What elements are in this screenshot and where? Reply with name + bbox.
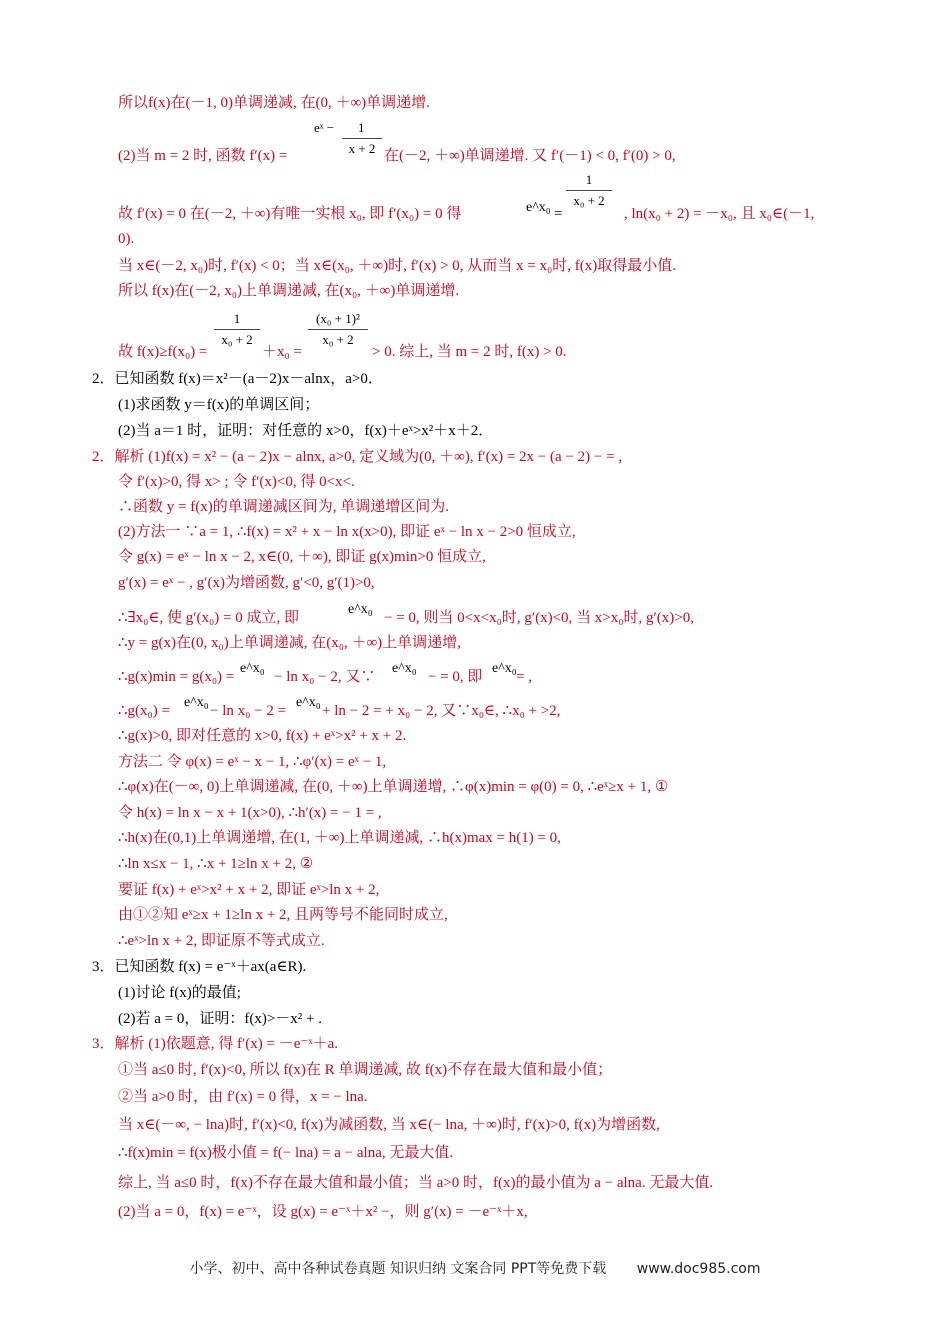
question-2: 2．已知函数 f(x)＝x²－(a－2)x－alnx，a>0． xyxy=(92,371,383,387)
solution-2-line5: 令 g(x) = eˣ − ln x − 2, x∈(0, ＋∞), 即证 g(x)min>0 恒成立, xyxy=(118,549,486,565)
question-3-part2: (2)若 a = 0，证明：f(x)>－x² + . xyxy=(118,1011,323,1027)
solution-2-line10a: ∴g(x₀) = xyxy=(118,703,170,719)
frac-bottom: x₀ + 2 xyxy=(573,193,605,208)
frac-top: 1 xyxy=(585,172,593,187)
line-root-a: 故 f′(x) = 0 在(－2, ＋∞)有唯一实根 x₀, 即 f′(x₀) = 0 得 xyxy=(118,206,462,222)
solution-2-line6: g′(x) = eˣ − , g′(x)为增函数, g′<0, g′(1)>0, xyxy=(118,575,375,591)
solution-2-line9c: − = 0, 即 xyxy=(428,669,483,685)
solution-2-line13: ∴φ(x)在(－∞, 0)上单调递减, 在(0, ＋∞)上单调递增, ∴φ(x)min = φ(0) = 0, ∴eˣ≥x + 1, ① xyxy=(118,779,669,795)
fraction-1-over-x0 xyxy=(566,172,612,209)
solution-2-line10c: + ln − 2 = + x₀ − 2, 又∵x₀∈, ∴x₀ + >2, xyxy=(322,703,561,719)
solution-3-line2: ①当 a≤0 时, f′(x)<0, 所以 f(x)在 R 单调递减, 故 f(x)不存在最大值和最小值； xyxy=(118,1062,613,1078)
solution-3-line7: (2)当 a = 0，f(x) = e⁻ˣ，设 g(x) = e⁻ˣ＋x² −，则 g′(x) = －e⁻ˣ＋x, xyxy=(118,1204,528,1220)
question-3-part1: (1)讨论 f(x)的最值; xyxy=(118,985,241,1001)
solution-3-line5: ∴f(x)min = f(x)极小值 = f(− lna) = a − alna, 无最大值. xyxy=(118,1145,454,1161)
exp-ex0: e^x₀ xyxy=(240,661,265,676)
solution-2-line7b: − = 0, 则当 0<x<x₀时, g′(x)<0, 当 x>x₀时, g′(x)>0, xyxy=(384,610,694,626)
exp-ex0: e^x₀ xyxy=(526,200,551,215)
footer-text: 小学、初中、高中各种试卷真题 知识归纳 文案合同 PPT等免费下载 xyxy=(189,1261,607,1277)
solution-2-line12: 方法二 令 φ(x) = eˣ − x − 1, ∴φ′(x) = eˣ − 1, xyxy=(118,754,387,770)
fraction-sq-over-x0 xyxy=(308,311,368,348)
line-part2-a: (2)当 m = 2 时, 函数 f′(x) = xyxy=(118,148,288,164)
solution-3-line3: ②当 a>0 时，由 f′(x) = 0 得，x = − lna. xyxy=(118,1089,368,1105)
solution-2-line9a: ∴g(x)min = g(x₀) = xyxy=(118,669,235,685)
solution-2-line14: 令 h(x) = ln x − x + 1(x>0), ∴h′(x) = − 1 = , xyxy=(118,805,382,821)
line-conclude-a: 故 f(x)≥f(x₀) = xyxy=(118,344,208,360)
line-monotonic: 所以 f(x)在(－2, x₀)上单调递减, 在(x₀, ＋∞)单调递增. xyxy=(118,283,460,299)
frac-bottom: x₀ + 2 xyxy=(221,332,253,347)
question-3: 3．已知函数 f(x) = e⁻ˣ＋ax(a∈R). xyxy=(92,959,307,975)
solution-2-line1: 2．解析 (1)f(x) = x² − (a − 2)x − alnx, a>0, 定义域为(0, ＋∞), f′(x) = 2x − (a − 2) − = , xyxy=(92,449,623,465)
solution-2-line8: ∴y = g(x)在(0, x₀)上单调递减, 在(x₀, ＋∞)上单调递增, xyxy=(118,635,461,651)
exp-ex0: e^x₀ xyxy=(296,695,321,710)
solution-2-line4: (2)方法一 ∵a = 1, ∴f(x) = x² + x − ln x(x>0), 即证 eˣ − ln x − 2>0 恒成立, xyxy=(118,524,576,540)
exp-ex0: e^x₀ xyxy=(348,602,373,617)
solution-2-line17: 要证 f(x) + eˣ>x² + x + 2, 即证 eˣ>ln x + 2, xyxy=(118,882,380,898)
question-2-part1: (1)求函数 y＝f(x)的单调区间； xyxy=(118,397,320,413)
eq-sign: = xyxy=(554,206,563,222)
frac-top: (x₀ + 1)² xyxy=(316,311,360,326)
solution-2-line16: ∴ln x≤x − 1, ∴x + 1≥ln x + 2, ② xyxy=(118,856,314,872)
solution-3-line1: 3．解析 (1)依题意, 得 f′(x) = －e⁻ˣ＋a. xyxy=(92,1036,339,1052)
line-conclusion-1: 所以f(x)在(－1, 0)单调递减, 在(0, ＋∞)单调递增. xyxy=(118,95,430,111)
solution-2-line19: ∴eˣ>ln x + 2, 即证原不等式成立. xyxy=(118,933,325,949)
line-root-c: , ln(x₀ + 2) = －x₀, 且 x₀∈(－1, xyxy=(624,206,815,222)
solution-3-line4: 当 x∈(－∞, − lna)时, f′(x)<0, f(x)为减函数, 当 x∈(− lna, ＋∞)时, f′(x)>0, f(x)为增函数, xyxy=(118,1117,660,1133)
page-footer xyxy=(0,1258,950,1278)
exp-ex0: e^x₀ xyxy=(392,661,417,676)
solution-2-line9d: = , xyxy=(516,669,532,685)
solution-2-line9b: − ln x₀ − 2, 又∵ xyxy=(274,669,376,685)
solution-3-line6: 综上, 当 a≤0 时，f(x)不存在最大值和最小值；当 a>0 时，f(x)的最小值为 a − alna. 无最大值. xyxy=(118,1175,714,1191)
solution-2-line10b: − ln x₀ − 2 = xyxy=(210,703,287,719)
frac-one: 1 xyxy=(358,120,365,135)
frac-top: eˣ − xyxy=(314,120,335,135)
line-conclude-c: > 0. 综上, 当 m = 2 时, f(x) > 0. xyxy=(372,344,567,360)
line-min-value: 当 x∈(－2, x₀)时, f′(x) < 0；当 x∈(x₀, ＋∞)时, f′(x) > 0, 从而当 x = x₀时, f(x)取得最小值. xyxy=(118,258,676,274)
solution-2-line7a: ∴∃x₀∈, 使 g′(x₀) = 0 成立, 即 xyxy=(118,610,299,626)
frac-bottom: x + 2 xyxy=(348,141,376,156)
solution-2-line2: 令 f′(x)>0, 得 x> ; 令 f′(x)<0, 得 0<x<. xyxy=(118,474,355,490)
frac-top: 1 xyxy=(233,311,241,326)
exp-ex0: e^x₀ xyxy=(184,695,209,710)
solution-2-line11: ∴g(x)>0, 即对任意的 x>0, f(x) + eˣ>x² + x + 2. xyxy=(118,728,407,744)
exp-ex0: e^x₀ xyxy=(492,661,517,676)
fraction-1-over-x0b xyxy=(214,311,260,348)
line-root-d: 0). xyxy=(118,231,135,247)
footer-url-link[interactable]: www.doc985.com xyxy=(636,1261,761,1277)
solution-2-line15: ∴h(x)在(0,1)上单调递增, 在(1, ＋∞)上单调递减, ∴h(x)max = h(1) = 0, xyxy=(118,830,561,846)
line-part2-b: 在(－2, ＋∞)单调递增. 又 f′(－1) < 0, f′(0) > 0, xyxy=(384,148,676,164)
solution-2-line18: 由①②知 eˣ≥x + 1≥ln x + 2, 且两等号不能同时成立, xyxy=(118,907,448,923)
solution-2-line3: ∴函数 y = f(x)的单调递减区间为, 单调递增区间为. xyxy=(118,499,449,515)
line-conclude-b: ＋x₀ = xyxy=(262,344,302,360)
fraction-derivative xyxy=(312,120,382,157)
frac-bottom: x₀ + 2 xyxy=(322,332,354,347)
question-2-part2: (2)当 a＝1 时，证明：对任意的 x>0，f(x)＋eˣ>x²＋x＋2． xyxy=(118,423,494,439)
